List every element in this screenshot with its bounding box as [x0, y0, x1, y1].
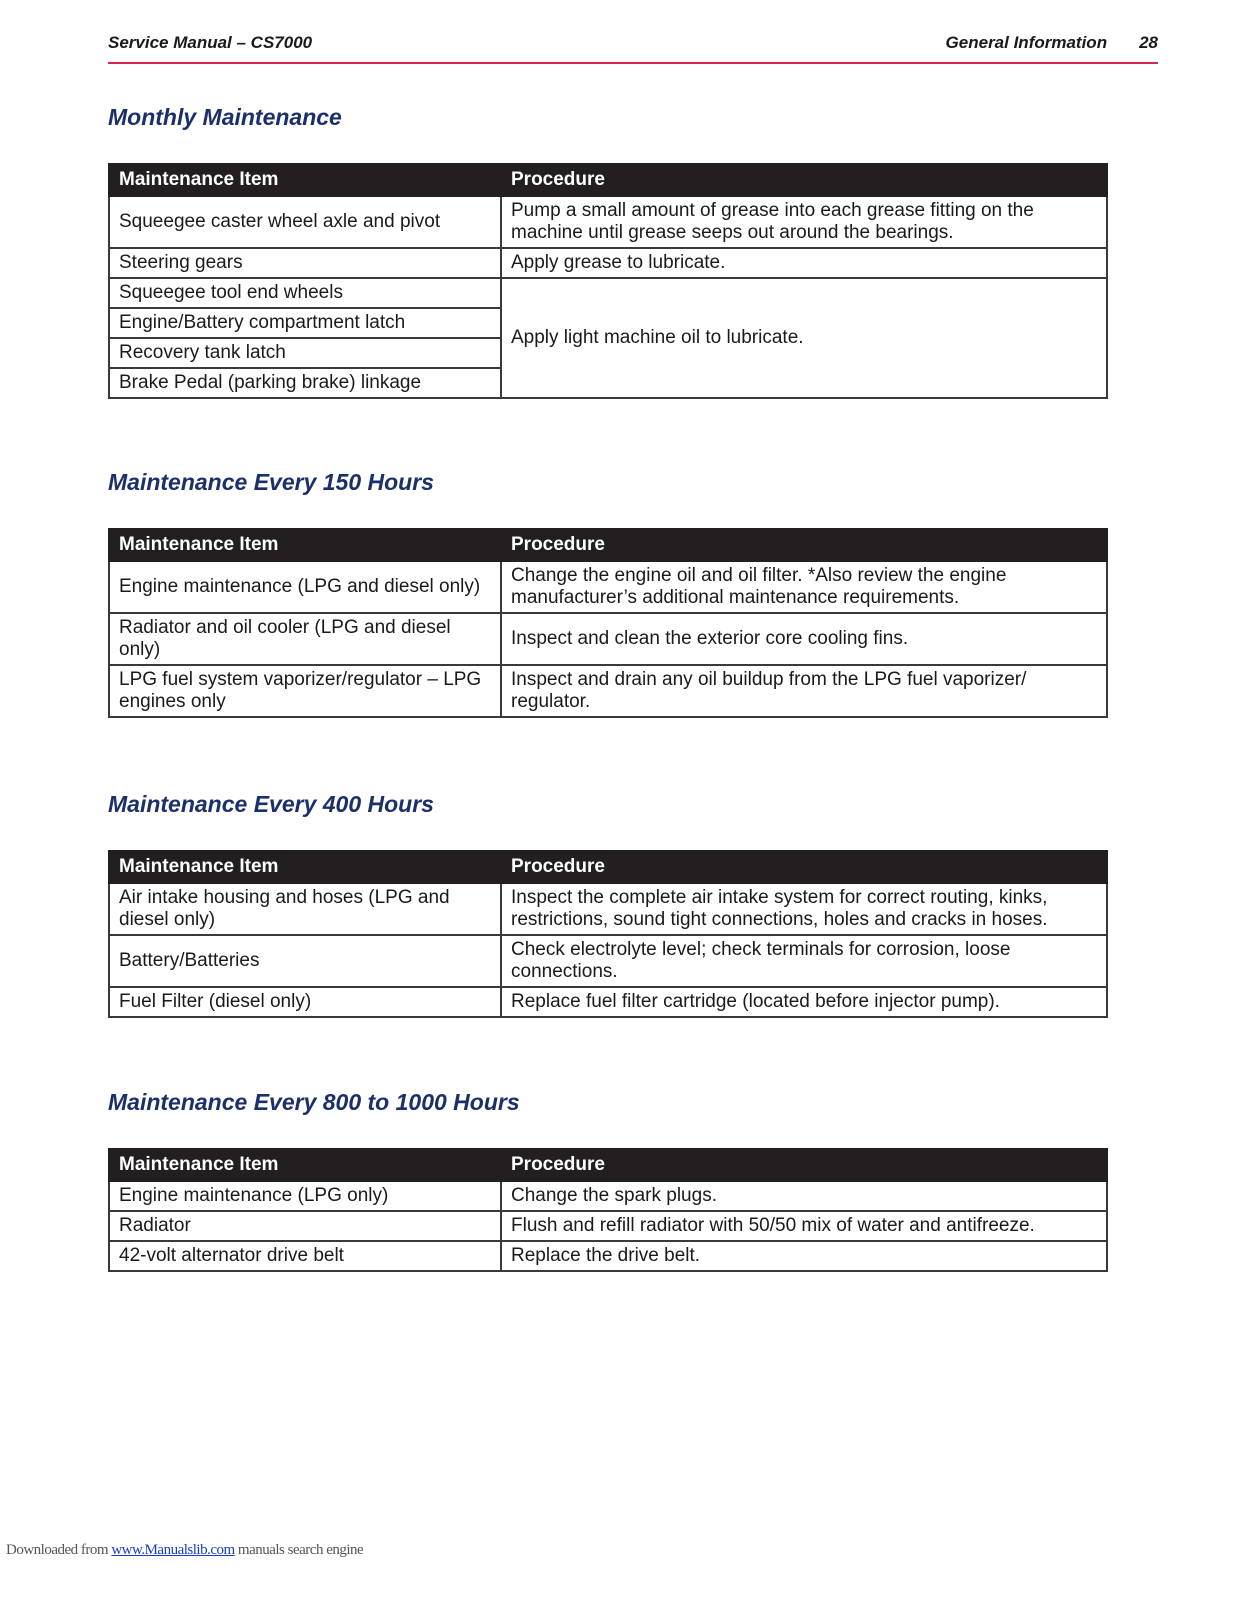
procedure-cell: Inspect and clean the exterior core cooling fins. — [501, 613, 1107, 665]
download-footer — [6, 1542, 363, 1559]
table-row — [109, 278, 1107, 308]
section-title-400-hours: Maintenance Every 400 Hours — [108, 791, 434, 817]
item-cell: Engine maintenance (LPG and diesel only) — [109, 561, 501, 613]
table-row — [109, 935, 1107, 987]
table-header-row — [109, 851, 1107, 883]
table-header-row — [109, 164, 1107, 196]
table-header-row — [109, 1149, 1107, 1181]
footer-suffix: manuals search engine — [234, 1542, 364, 1558]
procedure-cell: Change the spark plugs. — [501, 1181, 1107, 1211]
item-cell: Battery/Batteries — [109, 935, 501, 987]
section-title-800-1000-hours: Maintenance Every 800 to 1000 Hours — [108, 1089, 520, 1115]
table-row — [109, 1211, 1107, 1241]
procedure-cell: Change the engine oil and oil filter. *Also review the engine manufacturer’s additional maintenance requirements. — [501, 561, 1107, 613]
item-cell: Squeegee caster wheel axle and pivot — [109, 196, 501, 248]
page-number: 28 — [1139, 33, 1158, 52]
table-row — [109, 196, 1107, 248]
procedure-cell: Flush and refill radiator with 50/50 mix of water and antifreeze. — [501, 1211, 1107, 1241]
item-cell: Air intake housing and hoses (LPG and diesel only) — [109, 883, 501, 935]
item-cell: Recovery tank latch — [109, 338, 501, 368]
col-header-item: Maintenance Item — [109, 529, 501, 561]
manualslib-link[interactable]: www.Manualslib.com — [111, 1542, 235, 1558]
item-cell: 42-volt alternator drive belt — [109, 1241, 501, 1271]
col-header-procedure: Procedure — [501, 1149, 1107, 1181]
header-right — [946, 33, 1158, 53]
item-cell: Steering gears — [109, 248, 501, 278]
monthly-maintenance-table — [108, 163, 1108, 399]
table-row — [109, 1181, 1107, 1211]
procedure-cell: Apply light machine oil to lubricate. — [501, 278, 1107, 398]
table-row — [109, 561, 1107, 613]
col-header-item: Maintenance Item — [109, 164, 501, 196]
procedure-cell: Apply grease to lubricate. — [501, 248, 1107, 278]
table-header-row — [109, 529, 1107, 561]
maintenance-800-1000-hours-table — [108, 1148, 1108, 1272]
procedure-cell: Check electrolyte level; check terminals for corrosion, loose connections. — [501, 935, 1107, 987]
item-cell: Brake Pedal (parking brake) linkage — [109, 368, 501, 398]
col-header-item: Maintenance Item — [109, 851, 501, 883]
table-row — [109, 883, 1107, 935]
item-cell: Radiator and oil cooler (LPG and diesel only) — [109, 613, 501, 665]
page-header — [108, 30, 1158, 64]
col-header-procedure: Procedure — [501, 164, 1107, 196]
col-header-procedure: Procedure — [501, 851, 1107, 883]
procedure-cell: Replace the drive belt. — [501, 1241, 1107, 1271]
maintenance-150-hours-table — [108, 528, 1108, 718]
procedure-cell: Replace fuel filter cartridge (located before injector pump). — [501, 987, 1107, 1017]
manual-title: Service Manual – CS7000 — [108, 33, 313, 52]
col-header-procedure: Procedure — [501, 529, 1107, 561]
table-row — [109, 665, 1107, 717]
section-title-monthly: Monthly Maintenance — [108, 104, 342, 130]
maintenance-400-hours-table — [108, 850, 1108, 1018]
section-name: General Information — [945, 33, 1108, 52]
item-cell: Engine maintenance (LPG only) — [109, 1181, 501, 1211]
procedure-cell: Pump a small amount of grease into each grease fitting on the machine until grease seeps out around the bearings. — [501, 196, 1107, 248]
procedure-cell: Inspect and drain any oil buildup from the LPG fuel vaporizer/ regulator. — [501, 665, 1107, 717]
item-cell: Radiator — [109, 1211, 501, 1241]
procedure-cell: Inspect the complete air intake system for correct routing, kinks, restrictions, sound tight connections, holes and cracks in hoses. — [501, 883, 1107, 935]
item-cell: Squeegee tool end wheels — [109, 278, 501, 308]
table-row — [109, 613, 1107, 665]
item-cell: Engine/Battery compartment latch — [109, 308, 501, 338]
footer-prefix: Downloaded from — [6, 1542, 112, 1558]
table-row — [109, 987, 1107, 1017]
table-row — [109, 248, 1107, 278]
col-header-item: Maintenance Item — [109, 1149, 501, 1181]
item-cell: Fuel Filter (diesel only) — [109, 987, 501, 1017]
item-cell: LPG fuel system vaporizer/regulator – LPG engines only — [109, 665, 501, 717]
section-title-150-hours: Maintenance Every 150 Hours — [108, 469, 434, 495]
table-row — [109, 1241, 1107, 1271]
